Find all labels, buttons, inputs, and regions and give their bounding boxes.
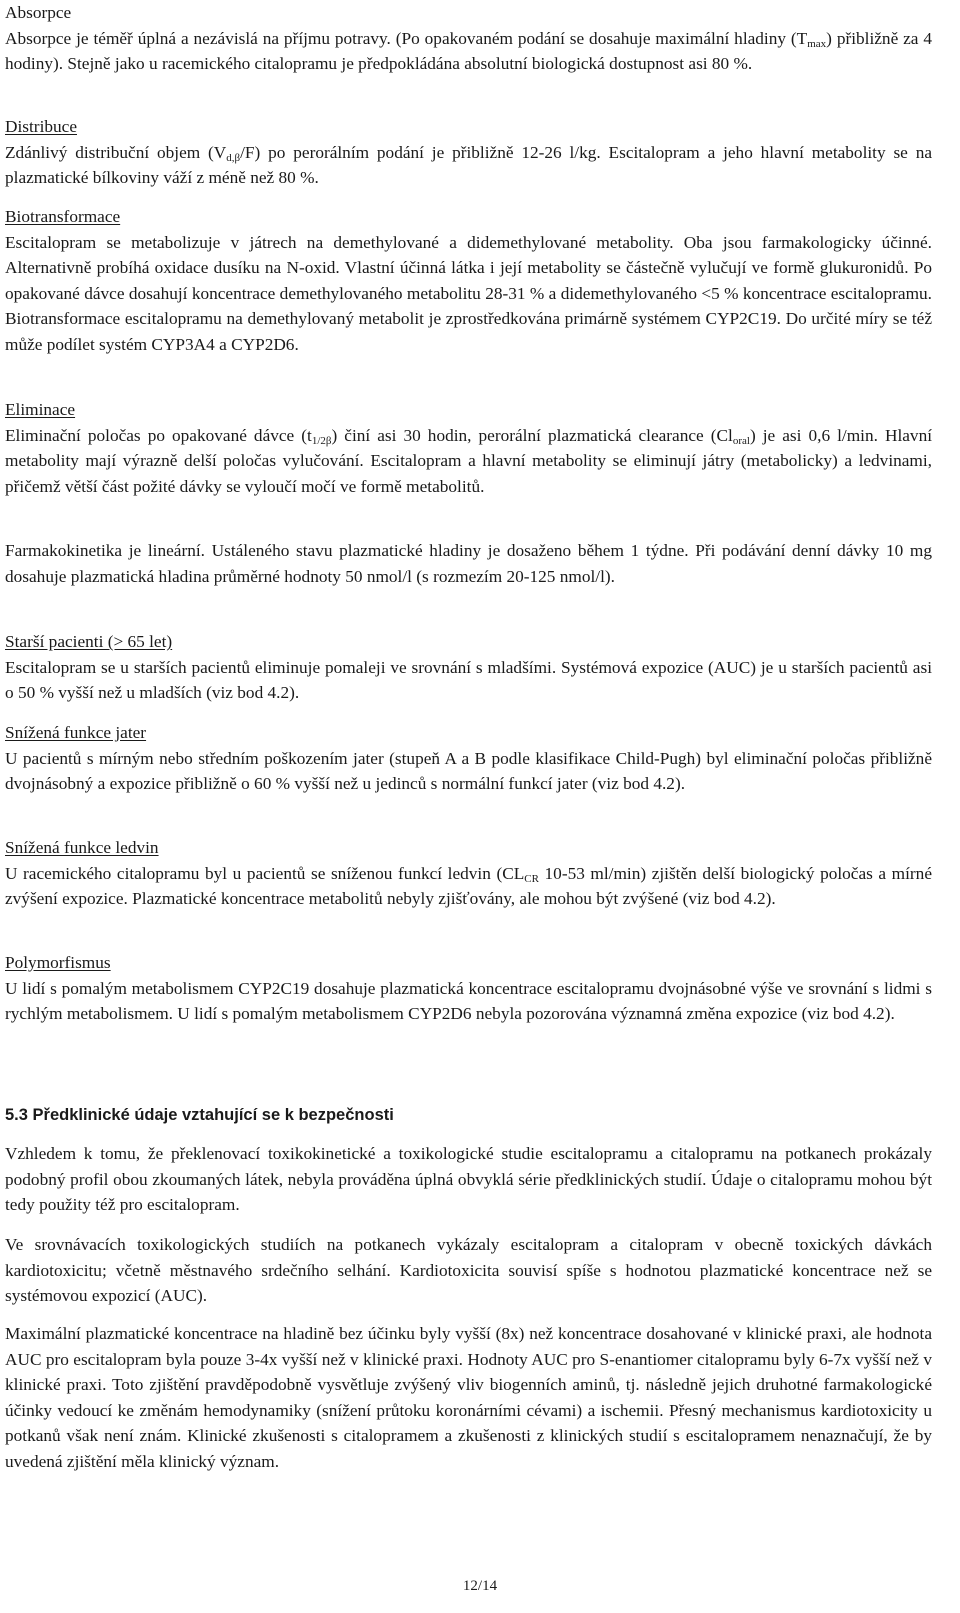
polymorfismus-heading: Polymorfismus [5,953,111,972]
farmakokinetika-text: Farmakokinetika je lineární. Ustáleného stavu plazmatické hladiny je dosaženo během 1 týdne. Při podávání denní dávky 10 mg dosahuje plazmatická hladina průměrné hodnoty 50 nmol/l (s rozmezím 20-125 nmol/l). [5,541,932,586]
section-5-3-heading: 5.3 Předklinické údaje vztahující se k bezpečnosti [5,1106,394,1124]
jatra-section [5,720,932,797]
polymorfismus-section [5,950,932,1027]
paragraph: Vzhledem k tomu, že překlenovací toxikokinetické a toxikologické studie escitalopramu a citalopramu na potkanech prokázaly podobný profil obou zkoumaných látek, nebyla prováděna úplná obvyklá série předklinických studií. Údaje o citalopramu mohou být tedy použity též pro escitalopram. [5,1144,932,1215]
distribuce-text: Zdánlivý distribuční objem $(V_{d,\beta}/F)$ po perorálním podání je přibližně 12-26 l/kg. Escitalopram a jeho hlavní metabolity se na plazmatické bílkoviny váží z méně než 80 %. [5,142,932,188]
jatra-heading: Snížená funkce jater [5,723,147,742]
distribuce-section [5,114,932,191]
paragraph: Ve srovnávacích toxikologických studiích na potkanech vykázaly escitalopram a citalopram v obecně toxických dávkách kardiotoxicitu; včetně městnavého srdečního selhání. Kardiotoxicita souvisí spíše s hodnotou plazmatické koncentrace než se systémovou expozicí (AUC). [5,1235,932,1306]
section-5-3-p3 [5,1321,932,1475]
page-number: 12/14 [462,1578,498,1594]
starsi-text: Escitalopram se u starších pacientů eliminuje pomaleji ve srovnání s mladšími. Systémová expozice (AUC) je u starších pacientů asi o 50 % vyšší než u mladších (viz bod 4.2). [5,657,932,703]
section-5-3-p1 [5,1141,932,1218]
absorpce-text: Absorpce je téměř úplná a nezávislá na příjmu potravy. (Po opakovaném podání se dosahuje maximální hladiny $(T_{max})$ přibližně za 4 hodiny). Stejně jako u racemického citalopramu je předpokládána absolutní biologická dostupnost asi 80 %. [5,28,932,74]
biotransformace-heading: Biotransformace [5,207,121,226]
starsi-heading: Starší pacienti (> 65 let) [5,632,173,651]
eliminace-section [5,397,932,499]
biotransformace-section [5,204,932,358]
ledviny-section [5,835,932,912]
biotransformace-text: Escitalopram se metabolizuje v játrech na demethylované a didemethylované metabolity. Oba jsou farmakologicky účinné. Alternativně probíhá oxidace dusíku na N-oxid. Vlastní účinná látka i její metabolity se částečně vylučují ve formě glukuronidů. Po opakované dávce dosahují koncentrace demethylovaného metabolitu 28-31 % a didemethylovaného <5 % koncentrace escitalopramu. Biotransformace escitalopramu na demethylovaný metabolit je zprostředkována primárně systémem CYP2C19. Do určité míry se též může podílet systém CYP3A4 a CYP2D6. [5,232,932,354]
section-5-3-p2 [5,1232,932,1309]
eliminace-heading: Eliminace [5,400,76,419]
starsi-section [5,629,932,706]
farmakokinetika-section [5,538,932,589]
eliminace-text: Eliminační poločas po opakované dávce $(t_{1/2\beta})$ činí asi 30 hodin, perorální plazmatická clearance $(Cl_{oral})$ je asi 0,6 l/min. Hlavní metabolity mají výrazně delší poločas vylučování. Escitalopram a hlavní metabolity se eliminují játry (metabolicky) a ledvinami, přičemž větší část požité dávky se vyloučí močí ve formě metabolitů. [5,425,933,496]
absorpce-heading: Absorpce [5,3,72,22]
jatra-text: U pacientů s mírným nebo středním poškozením jater (stupeň A a B podle klasifikace Child-Pugh) byl eliminační poločas přibližně dvojnásobný a expozice přibližně o 60 % vyšší než u jedinců s normální funkcí jater (viz bod 4.2). [5,748,932,794]
absorpce-section [5,0,932,77]
paragraph: Maximální plazmatické koncentrace na hladině bez účinku byly vyšší (8x) než koncentrace dosahované v klinické praxi, ale hodnota AUC pro escitalopram byla pouze 3-4x vyšší než v klinické praxi. Hodnoty AUC pro S-enantiomer citalopramu byly 6-7x vyšší než v klinické praxi. Toto zjištění pravděpodobně vysvětluje zvýšený vliv biogenních aminů, tj. následně jejich druhotné farmakologické účinky vedoucí ke změnám hemodynamiky (snížení průtoku koronárními cévami) a ischemii. Přesný mechanismus kardiotoxicity u potkanů však není znám. Klinické zkušenosti s citalopramem a zkušenosti z klinických studií s escitalopramem nenaznačují, že by uvedená zjištění měla klinický význam. [5,1324,932,1471]
polymorfismus-text: U lidí s pomalým metabolismem CYP2C19 dosahuje plazmatická koncentrace escitalopramu dvojnásobné výše ve srovnání s lidmi s rychlým metabolismem. U lidí s pomalým metabolismem CYP2D6 nebyla pozorována významná změna expozice (viz bod 4.2). [5,978,932,1024]
ledviny-text: U racemického citalopramu byl u pacientů se sníženou funkcí ledvin ($CL_{CR}$ 10-53 ml/min) zjištěn delší biologický poločas a mírné zvýšení expozice. Plazmatické koncentrace metabolitů nebyly zjišťovány, ale mohou být zvýšené (viz bod 4.2). [5,863,932,909]
ledviny-heading: Snížená funkce ledvin [5,838,159,857]
section-5-3 [5,1103,932,1128]
distribuce-heading: Distribuce [5,117,77,136]
